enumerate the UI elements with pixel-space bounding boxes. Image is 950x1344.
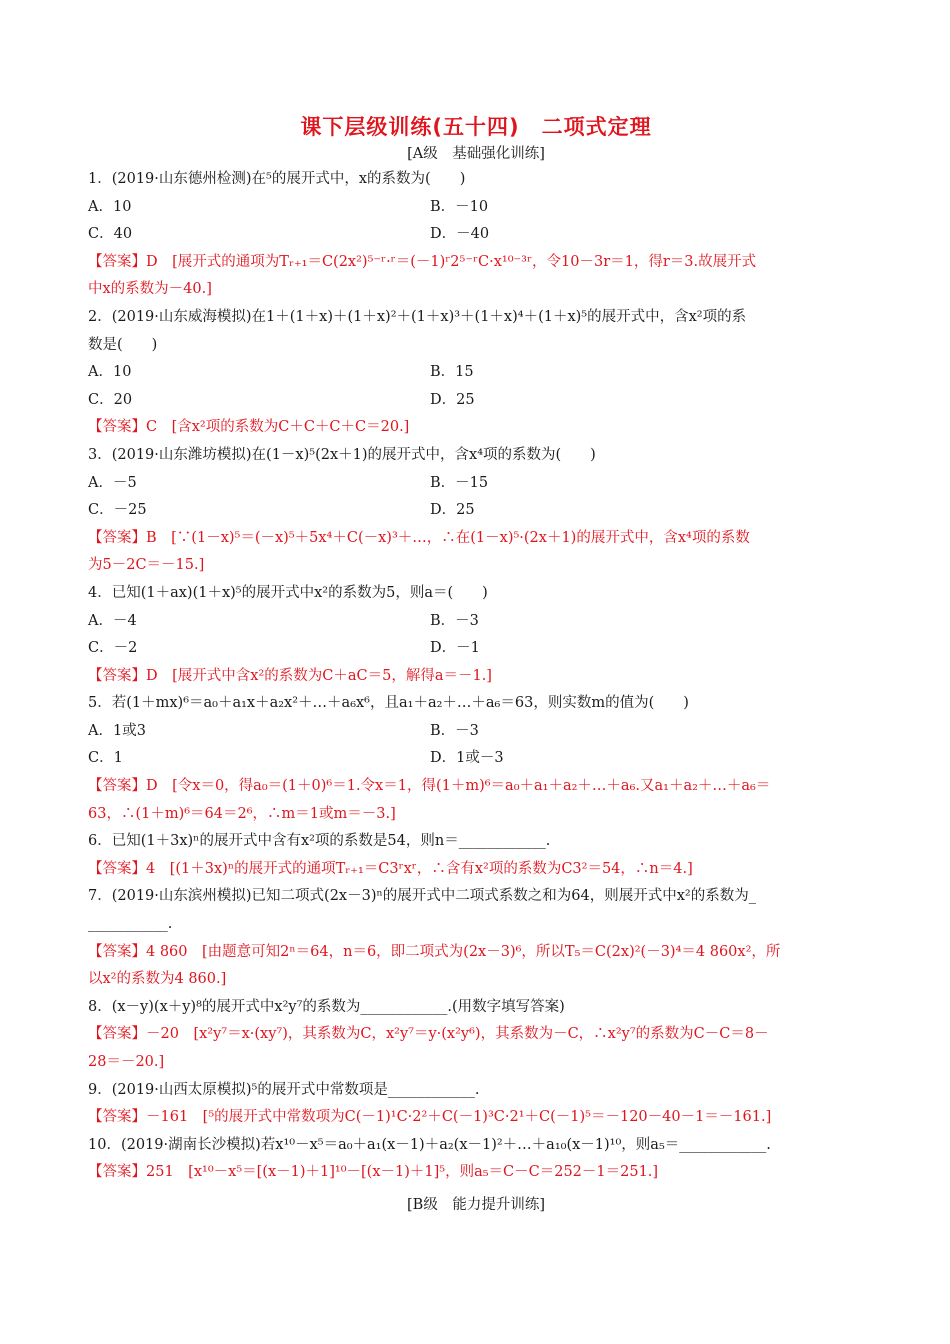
question-7-stem: 7．(2019·山东滨州模拟)已知二项式(2x－3)ⁿ的展开式中二项式系数之和为64，则展开式中x²的系数为_: [88, 888, 756, 905]
page-title: 课下层级训练(五十四) 二项式定理: [300, 115, 652, 139]
option-d: D．1或－3: [430, 750, 504, 767]
option-d: D．25: [430, 502, 475, 519]
question-3-stem: 3．(2019·山东潍坊模拟)在(1－x)⁵(2x＋1)的展开式中，含x⁴项的系数为( ): [88, 446, 596, 463]
question-3-options-cd: [88, 497, 864, 525]
question-5-answer-cont: 63，∴(1＋m)⁶＝64＝2⁶，∴m＝1或m＝－3.]: [88, 805, 396, 822]
option-c: C．－25: [88, 502, 147, 519]
question-2-stem-cont: 数是( ): [88, 336, 158, 353]
option-b: B．－3: [430, 722, 479, 739]
question-4-options-ab: [88, 608, 864, 636]
question-3-options-ab: [88, 470, 864, 498]
option-a: A．－4: [88, 612, 137, 629]
option-d: D．－1: [430, 640, 480, 657]
question-1-stem: 1．(2019·山东德州检测)在⁵的展开式中，x的系数为( ): [88, 171, 466, 187]
option-d: D．－40: [430, 226, 490, 243]
question-8-stem: 8．(x－y)(x＋y)⁸的展开式中x²y⁷的系数为____________.(用数字填写答案): [88, 998, 565, 1015]
option-a: A．10: [88, 198, 132, 215]
option-b: B．－3: [430, 612, 479, 629]
question-7-stem-cont: ___________.: [88, 916, 173, 933]
question-7-answer-cont: 以x²的系数为4 860.]: [88, 971, 227, 988]
option-d: D．25: [430, 391, 475, 408]
question-3-answer-cont: 为5－2C＝－15.]: [88, 557, 205, 574]
question-4-answer: 【答案】D [展开式中含x²的系数为C＋aC＝5，解得a＝－1.]: [88, 667, 492, 684]
question-1-answer: 【答案】D [展开式的通项为Tᵣ₊₁＝C(2x²)⁵⁻ʳ·ʳ＝(－1)ʳ2⁵⁻ʳC·x¹⁰⁻³ʳ，令10－3r＝1，得r＝3.故展开式: [88, 253, 757, 270]
section-b-heading: [B级 能力提升训练]: [407, 1196, 545, 1213]
question-3-answer: 【答案】B [∵(1－x)⁵＝(－x)⁵＋5x⁴＋C(－x)³＋…，∴在(1－x)⁵·(2x＋1)的展开式中，含x⁴项的系数: [88, 529, 750, 546]
option-b: B．－15: [430, 474, 489, 491]
question-10-stem: 10．(2019·湖南长沙模拟)若x¹⁰－x⁵＝a₀＋a₁(x－1)＋a₂(x－1)²＋…＋a₁₀(x－1)¹⁰，则a₅＝____________.: [88, 1136, 771, 1153]
question-1-options-ab: [88, 194, 864, 222]
option-a: A．10: [88, 364, 132, 381]
question-9-answer: 【答案】－161 [⁵的展开式中常数项为C(－1)¹C·2²＋C(－1)³C·2¹＋C(－1)⁵＝－120－40－1＝－161.]: [88, 1109, 772, 1126]
question-1-answer-cont: 中x的系数为－40.]: [88, 281, 212, 298]
question-5-answer: 【答案】D [令x＝0，得a₀＝(1＋0)⁶＝1.令x＝1，得(1＋m)⁶＝a₀＋a₁＋a₂＋…＋a₆.又a₁＋a₂＋…＋a₆＝: [88, 778, 771, 795]
question-6-stem: 6．已知(1＋3x)ⁿ的展开式中含有x²项的系数是54，则n＝____________.: [88, 833, 551, 850]
question-5-stem: 5．若(1＋mx)⁶＝a₀＋a₁x＋a₂x²＋…＋a₆x⁶，且a₁＋a₂＋…＋a₆＝63，则实数m的值为( ): [88, 695, 689, 712]
option-a: A．1或3: [88, 722, 146, 739]
question-1-options-cd: [88, 221, 864, 249]
question-9-stem: 9．(2019·山西太原模拟)⁵的展开式中常数项是____________.: [88, 1081, 480, 1098]
question-5-options-ab: [88, 718, 864, 746]
question-2-stem: 2．(2019·山东威海模拟)在1＋(1＋x)＋(1＋x)²＋(1＋x)³＋(1＋x)⁴＋(1＋x)⁵的展开式中，含x²项的系: [88, 308, 747, 325]
question-8-answer-cont: 28＝－20.]: [88, 1054, 165, 1070]
option-c: C．20: [88, 391, 133, 408]
option-b: B．15: [430, 364, 474, 381]
option-c: C．1: [88, 750, 123, 767]
question-2-options-cd: [88, 387, 864, 415]
question-5-options-cd: [88, 745, 864, 773]
question-10-answer: 【答案】251 [x¹⁰－x⁵＝[(x－1)＋1]¹⁰－[(x－1)＋1]⁵，则a₅＝C－C＝252－1＝251.]: [88, 1164, 659, 1181]
question-7-answer: 【答案】4 860 [由题意可知2ⁿ＝64，n＝6，即二项式为(2x－3)⁶，所以T₅＝C(2x)²(－3)⁴＝4 860x²，所: [88, 943, 781, 960]
question-2-answer: 【答案】C [含x²项的系数为C＋C＋C＋C＝20.]: [88, 419, 410, 436]
option-c: C．40: [88, 226, 133, 243]
option-b: B．－10: [430, 198, 489, 215]
option-a: A．－5: [88, 474, 137, 491]
question-8-answer: 【答案】－20 [x²y⁷＝x·(xy⁷)，其系数为C，x²y⁷＝y·(x²y⁶)，其系数为－C，∴x²y⁷的系数为C－C＝8－: [88, 1026, 769, 1043]
question-6-answer: 【答案】4 [(1＋3x)ⁿ的展开式的通项Tᵣ₊₁＝C3ʳxʳ，∴含有x²项的系数为C3²＝54，∴n＝4.]: [88, 860, 693, 877]
section-a-heading: [A级 基础强化训练]: [407, 146, 545, 162]
worksheet-page: [88, 112, 864, 1217]
question-4-options-cd: [88, 635, 864, 663]
option-c: C．－2: [88, 640, 138, 657]
question-2-options-ab: [88, 359, 864, 387]
question-4-stem: 4．已知(1＋ax)(1＋x)⁵的展开式中x²的系数为5，则a＝( ): [88, 584, 488, 601]
